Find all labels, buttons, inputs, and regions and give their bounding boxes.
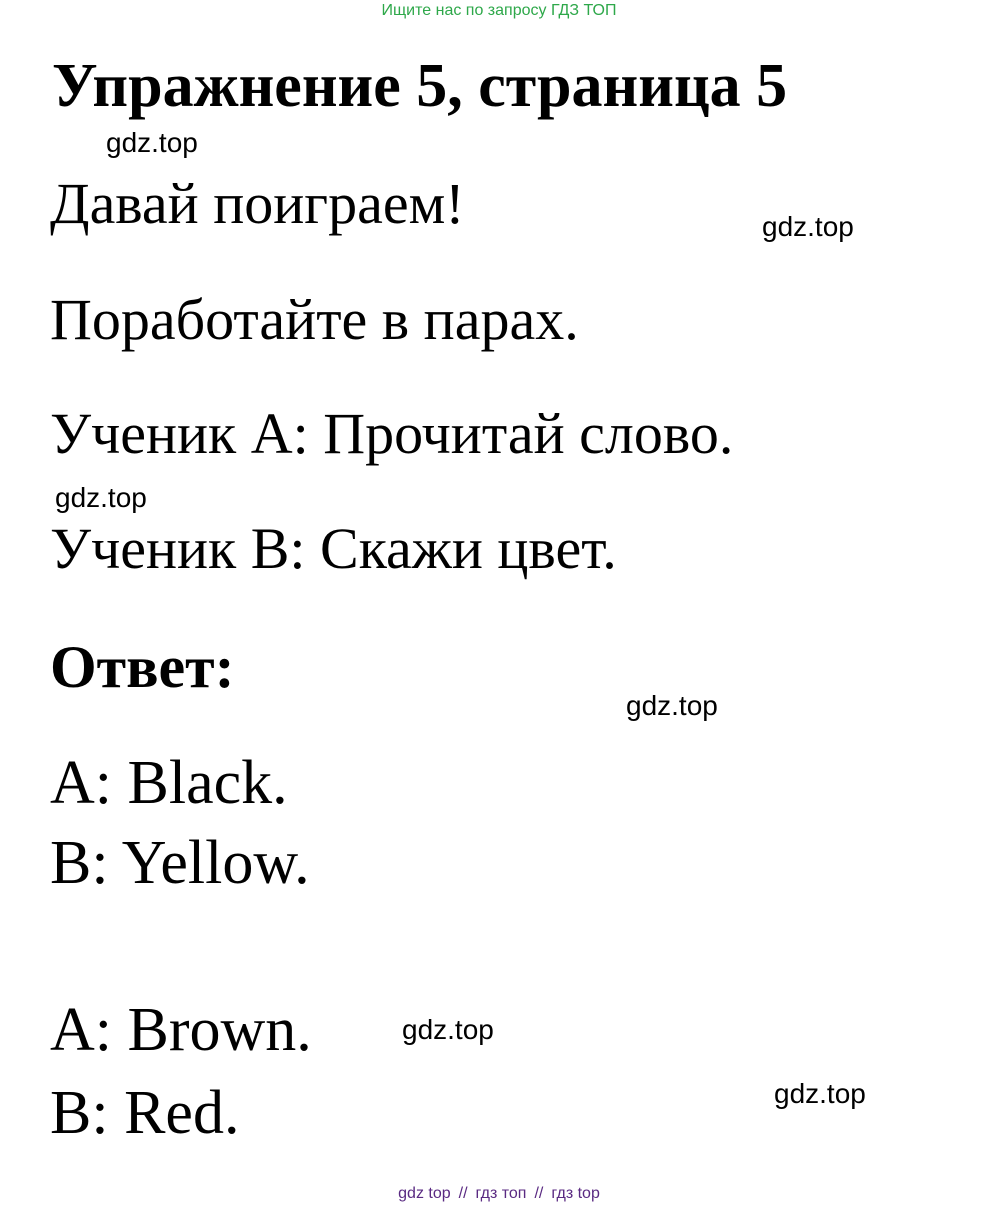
answer-line: B: Red. [50,1079,240,1147]
page-title: Упражнение 5, страница 5 [52,52,788,120]
watermark: gdz.top [626,690,718,721]
footer-link[interactable]: gdz top [398,1185,451,1202]
watermark: gdz.top [774,1078,866,1109]
footer-link[interactable]: гдз top [551,1185,600,1202]
watermark: gdz.top [106,127,198,158]
answer-heading: Ответ: [50,634,235,700]
task-line-4: Ученик В: Скажи цвет. [50,516,617,581]
top-banner: Ищите нас по запросу ГДЗ ТОП [381,2,617,19]
footer-links [0,1184,998,1204]
watermark: gdz.top [762,211,854,242]
answer-line: A: Brown. [50,996,312,1064]
answer-line: B: Yellow. [50,829,310,897]
watermark: gdz.top [402,1014,494,1045]
footer-link[interactable]: гдз топ [475,1185,527,1202]
watermark: gdz.top [55,482,147,513]
footer-separator: // [458,1185,468,1202]
task-line-3: Ученик А: Прочитай слово. [50,401,734,466]
answer-line: A: Black. [50,749,288,817]
footer-separator: // [534,1185,544,1202]
task-line-1: Давай поиграем! [50,171,465,236]
task-line-2: Поработайте в парах. [50,287,579,352]
